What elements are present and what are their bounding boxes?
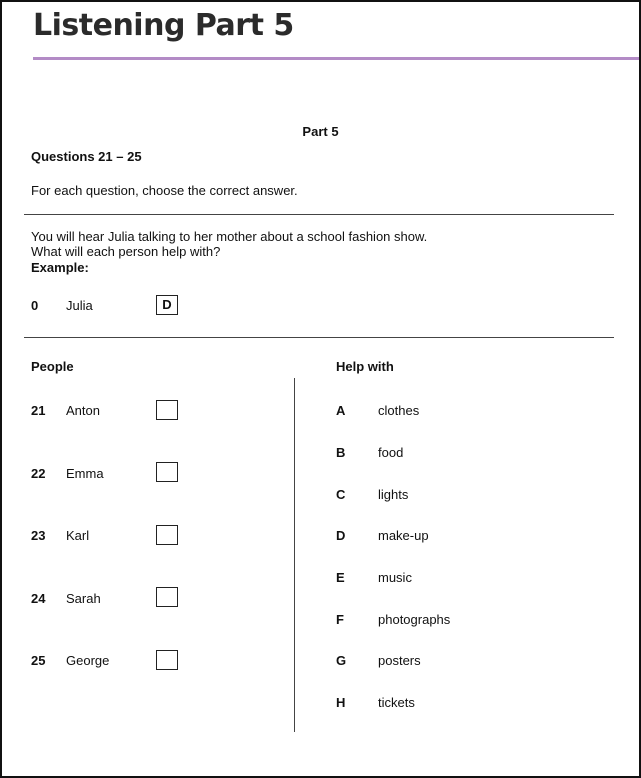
part-heading: Part 5 (302, 124, 339, 139)
example-answer-box: D (156, 295, 178, 315)
option-text-g: posters (378, 653, 421, 668)
option-text-e: music (378, 570, 412, 585)
option-text-a: clothes (378, 403, 420, 418)
title-underline (33, 57, 639, 60)
example-label: Example: (31, 260, 89, 275)
people-heading: People (31, 359, 74, 374)
questions-range: Questions 21 – 25 (31, 149, 142, 164)
answer-box-22[interactable] (156, 462, 178, 482)
option-letter-h: H (336, 695, 346, 710)
intro-line-2: What will each person help with? (31, 244, 221, 259)
divider-middle (24, 337, 614, 338)
option-letter-g: G (336, 653, 347, 668)
option-letter-b: B (336, 445, 346, 460)
answer-box-25[interactable] (156, 650, 178, 670)
person-name-sarah: Sarah (66, 591, 101, 606)
question-number-24: 24 (31, 591, 46, 606)
example-number: 0 (31, 298, 39, 313)
intro-line-1: You will hear Julia talking to her mother about a school fashion show. (31, 229, 428, 244)
option-letter-c: C (336, 487, 346, 502)
option-text-f: photographs (378, 612, 451, 627)
person-name-george: George (66, 653, 110, 668)
option-text-c: lights (378, 487, 409, 502)
person-name-karl: Karl (66, 528, 90, 543)
option-letter-f: F (336, 612, 344, 627)
page-title: Listening Part 5 (33, 8, 294, 43)
column-divider (294, 378, 295, 732)
question-number-23: 23 (31, 528, 46, 543)
question-number-21: 21 (31, 403, 46, 418)
divider-top (24, 214, 614, 215)
question-number-25: 25 (31, 653, 46, 668)
person-name-anton: Anton (66, 403, 100, 418)
answer-box-21[interactable] (156, 400, 178, 420)
option-letter-d: D (336, 528, 346, 543)
instruction-text: For each question, choose the correct answer. (31, 183, 298, 198)
person-name-emma: Emma (66, 466, 104, 481)
option-letter-e: E (336, 570, 345, 585)
answer-box-23[interactable] (156, 525, 178, 545)
example-name: Julia (66, 298, 93, 313)
option-text-b: food (378, 445, 404, 460)
option-text-d: make-up (378, 528, 429, 543)
option-letter-a: A (336, 403, 346, 418)
option-text-h: tickets (378, 695, 415, 710)
question-number-22: 22 (31, 466, 46, 481)
help-with-heading: Help with (336, 359, 394, 374)
answer-box-24[interactable] (156, 587, 178, 607)
